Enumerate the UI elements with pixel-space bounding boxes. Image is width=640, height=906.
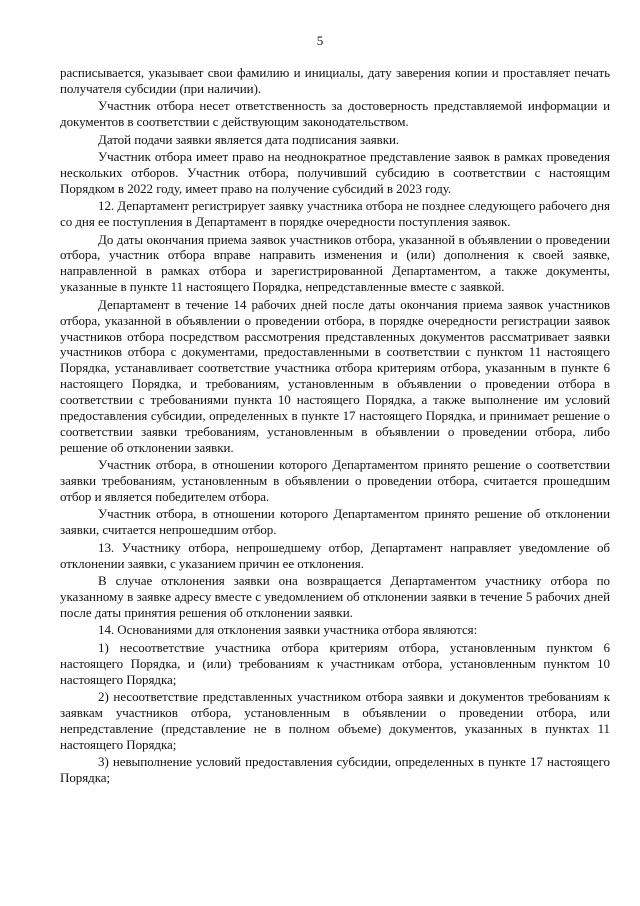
list-item-2: 2) несоответствие представленных участником отбора заявки и документов требованиям к заявкам участников отбора, установленным в объявлении о проведении отбора, или непредставление (представление не в полном объеме) документов, указанных в пунктах 11 настоящего Порядка; — [60, 688, 610, 752]
paragraph-responsibility: Участник отбора несет ответственность за достоверность представляемой информации и документов в соответствии с действующим законодательством. — [60, 98, 610, 130]
document-body — [60, 65, 610, 787]
paragraph-item-12: 12. Департамент регистрирует заявку участника отбора не позднее следующего рабочего дня со дня ее поступления в Департамент в порядке очередности поступления заявок. — [60, 198, 610, 230]
paragraph-repeated-submission: Участник отбора имеет право на неоднократное представление заявок в рамках проведения нескольких отборов. Участник отбора, получивший субсидию в соответствии с настоящим Порядком в 2022 году, имеет право на получение субсидий в 2023 году. — [60, 149, 610, 196]
paragraph-item-14: 14. Основаниями для отклонения заявки участника отбора являются: — [98, 622, 478, 638]
paragraph-rejection-return: В случае отклонения заявки она возвращается Департаментом участнику отбора по указанному в заявке адресу вместе с уведомлением об отклонении заявки в течение 5 рабочих дней после даты принятия решения об отклонении заявки. — [60, 573, 610, 620]
paragraph-not-passed: Участник отбора, в отношении которого Департаментом принято решение об отклонении заявки, считается непрошедшим отбор. — [60, 506, 610, 538]
paragraph-winner: Участник отбора, в отношении которого Департаментом принято решение о соответствии заявки требованиям, установленным в объявлении о проведении отбора, считается прошедшим отбор и является победителем отбора. — [60, 457, 610, 505]
page-number: 5 — [316, 33, 324, 48]
paragraph-amendments: До даты окончания приема заявок участников отбора, указанной в объявлении о проведении отбора, участник отбора вправе направить изменения и (или) дополнения к своей заявке, направленной в рамках отбора и зарегистрированной Департаментом, а также документы, указанные в пункте 11 настоящего Порядка, непредставленные вместе с заявкой. — [60, 231, 610, 295]
list-item-3: 3) невыполнение условий предоставления субсидии, определенных в пункте 17 настоящего Порядка; — [60, 754, 610, 785]
paragraph-submission-date: Датой подачи заявки является дата подписания заявки. — [98, 131, 400, 147]
paragraph-certification-continued: расписывается, указывает свои фамилию и инициалы, дату заверения копии и проставляет печать получателя субсидии (при наличии). — [60, 65, 610, 96]
list-item-1: 1) несоответствие участника отбора критериям отбора, установленным пунктом 6 настоящего Порядка, и (или) требованиям к участникам отбора, установленным пунктом 10 настоящего Порядка; — [60, 639, 610, 687]
paragraph-review-procedure: Департамент в течение 14 рабочих дней после даты окончания приема заявок участников отбора, указанной в объявлении о проведении отбора, в порядке очередности регистрации заявок участников отбора посредством рассмотрения представленных документов рассматривает заявки участников отбора с документами, предоставленными в соответствии с пунктом 11 настоящего Порядка, устанавливает соответствие участника отбора критериям отбора, указанным в пункте 6 настоящего Порядка, и требованиям, установленным в объявлении о проведении отбора в соответствии с требованиями пункта 10 настоящего Порядка, а также выполнение им условий предоставления субсидии, определенных в пункте 17 настоящего Порядка, и принимает решение о соответствии заявки требованиям, установленным в объявлении о проведении отбора, либо решение об отклонении заявки. — [60, 296, 610, 455]
paragraph-item-13: 13. Участнику отбора, непрошедшему отбор, Департамент направляет уведомление об отклонении заявки, с указанием причин ее отклонения. — [60, 539, 610, 571]
